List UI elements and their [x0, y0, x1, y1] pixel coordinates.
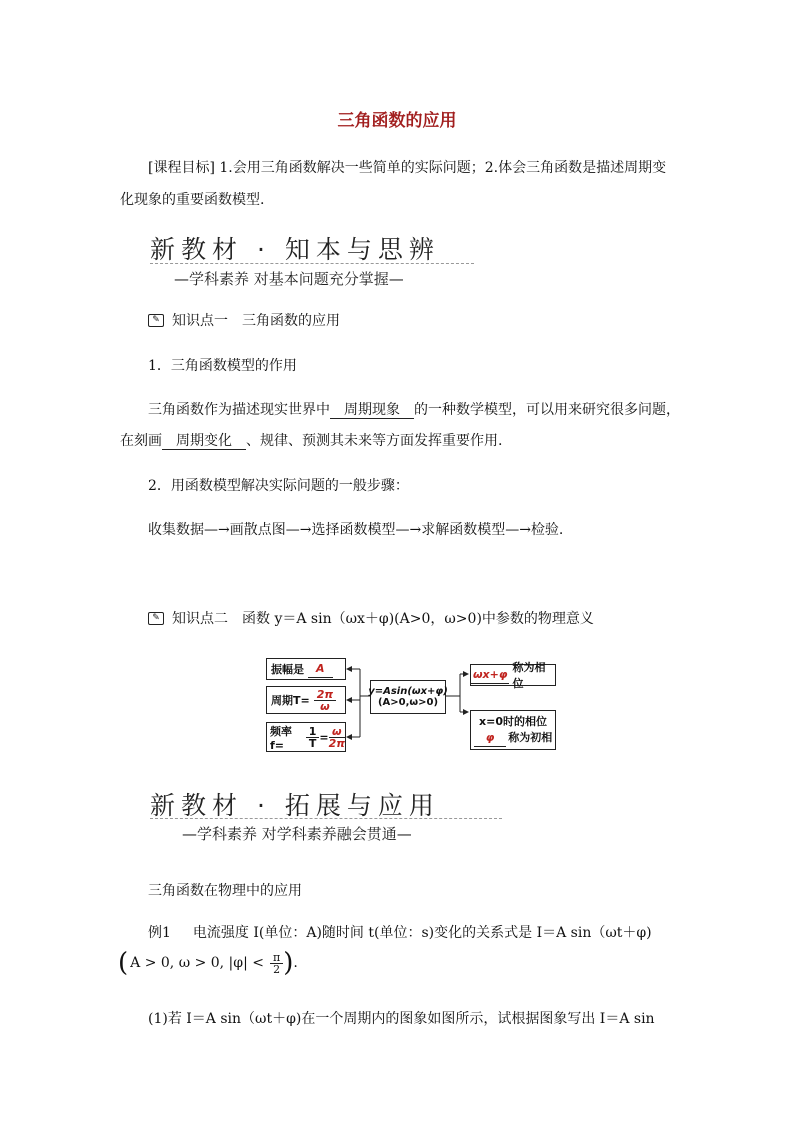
section1-heading: 新教材 · 知本与思辨 — [150, 235, 440, 264]
initial-phase-value: φ — [474, 730, 507, 747]
section2-heading: 新教材 · 拓展与应用 — [150, 791, 440, 820]
blank-periodic-change: 周期变化 — [162, 433, 246, 450]
amplitude-value: A — [308, 661, 333, 678]
phase-value: ωx+φ — [471, 667, 509, 684]
course-goal-line2: 化现象的重要函数模型. — [120, 192, 265, 208]
page-title: 三角函数的应用 — [337, 111, 457, 131]
kp1-steps: 收集数据—→画散点图—→选择函数模型—→求解函数模型—→检验. — [148, 522, 564, 538]
pencil-note-icon: ✎ — [148, 612, 164, 625]
example1-line1: 例1 电流强度 I(单位：A)随时间 t(单位：s)变化的关系式是 I＝A sin（ωt＋φ) — [148, 925, 652, 941]
kp1-label: 知识点一 三角函数的应用 — [172, 313, 340, 329]
kp1-paragraph-line2: 在刻画 周期变化 、规律、预测其未来等方面发挥重要作用. — [120, 433, 503, 449]
example1-condition: ( A > 0, ω > 0, |φ| < $\frac{\pi}{2}$ ) . — [118, 948, 298, 978]
question1-line1: (1)若 I＝A sin（ωt＋φ)在一个周期内的图象如图所示，试根据图象写出 I＝A sin — [148, 1011, 655, 1027]
section1-divider — [150, 263, 474, 264]
frequency-one-over-T: $\frac{1}{T}$ — [306, 726, 320, 749]
section1-subtitle: —学科素养 对基本问题充分掌握— — [174, 270, 404, 288]
blank-periodic-phenomenon: 周期现象 — [330, 402, 414, 419]
amplitude-box: 振幅是 A — [266, 658, 346, 680]
pi-over-two: $\frac{\pi}{2}$ — [270, 952, 283, 975]
kp1-item2: 2．用函数模型解决实际问题的一般步骤： — [148, 478, 409, 494]
section2-subtitle: —学科素养 对学科素养融会贯通— — [182, 825, 412, 843]
pencil-note-icon: ✎ — [148, 314, 164, 327]
kp1-item1: 1．三角函数模型的作用 — [148, 358, 297, 374]
application-topic: 三角函数在物理中的应用 — [148, 883, 302, 899]
section2-divider — [150, 818, 502, 819]
course-goal-line1: [课程目标] 1.会用三角函数解决一些简单的实际问题；2.体会三角函数是描述周期变 — [148, 160, 667, 176]
knowledge-point-2 — [148, 608, 594, 628]
period-fraction: $\frac{2\pi}{\omega}$ — [314, 689, 336, 712]
initial-phase-box: x=0时的相位 φ 称为初相 — [470, 710, 556, 750]
frequency-box: 频率f= $\frac{1}{T}$ = $\frac{\omega}{2\pi}$ — [266, 722, 346, 752]
phase-box: ωx+φ 称为相位 — [470, 664, 556, 686]
kp1-paragraph-line1: 三角函数作为描述现实世界中 周期现象 的一种数学模型，可以用来研究很多问题， — [148, 402, 680, 418]
frequency-fraction: $\frac{\omega}{2\pi}$ — [328, 724, 345, 750]
function-box: y=Asin(ωx+φ) (A>0,ω>0) — [370, 680, 446, 714]
kp2-label: 知识点二 函数 y＝A sin（ωx＋φ)(A>0，ω>0)中参数的物理意义 — [172, 611, 594, 627]
period-box: 周期T= $\frac{2\pi}{\omega}$ — [266, 686, 346, 714]
example-label: 例1 — [148, 925, 171, 941]
parameter-diagram — [260, 650, 560, 756]
knowledge-point-1 — [148, 310, 340, 330]
